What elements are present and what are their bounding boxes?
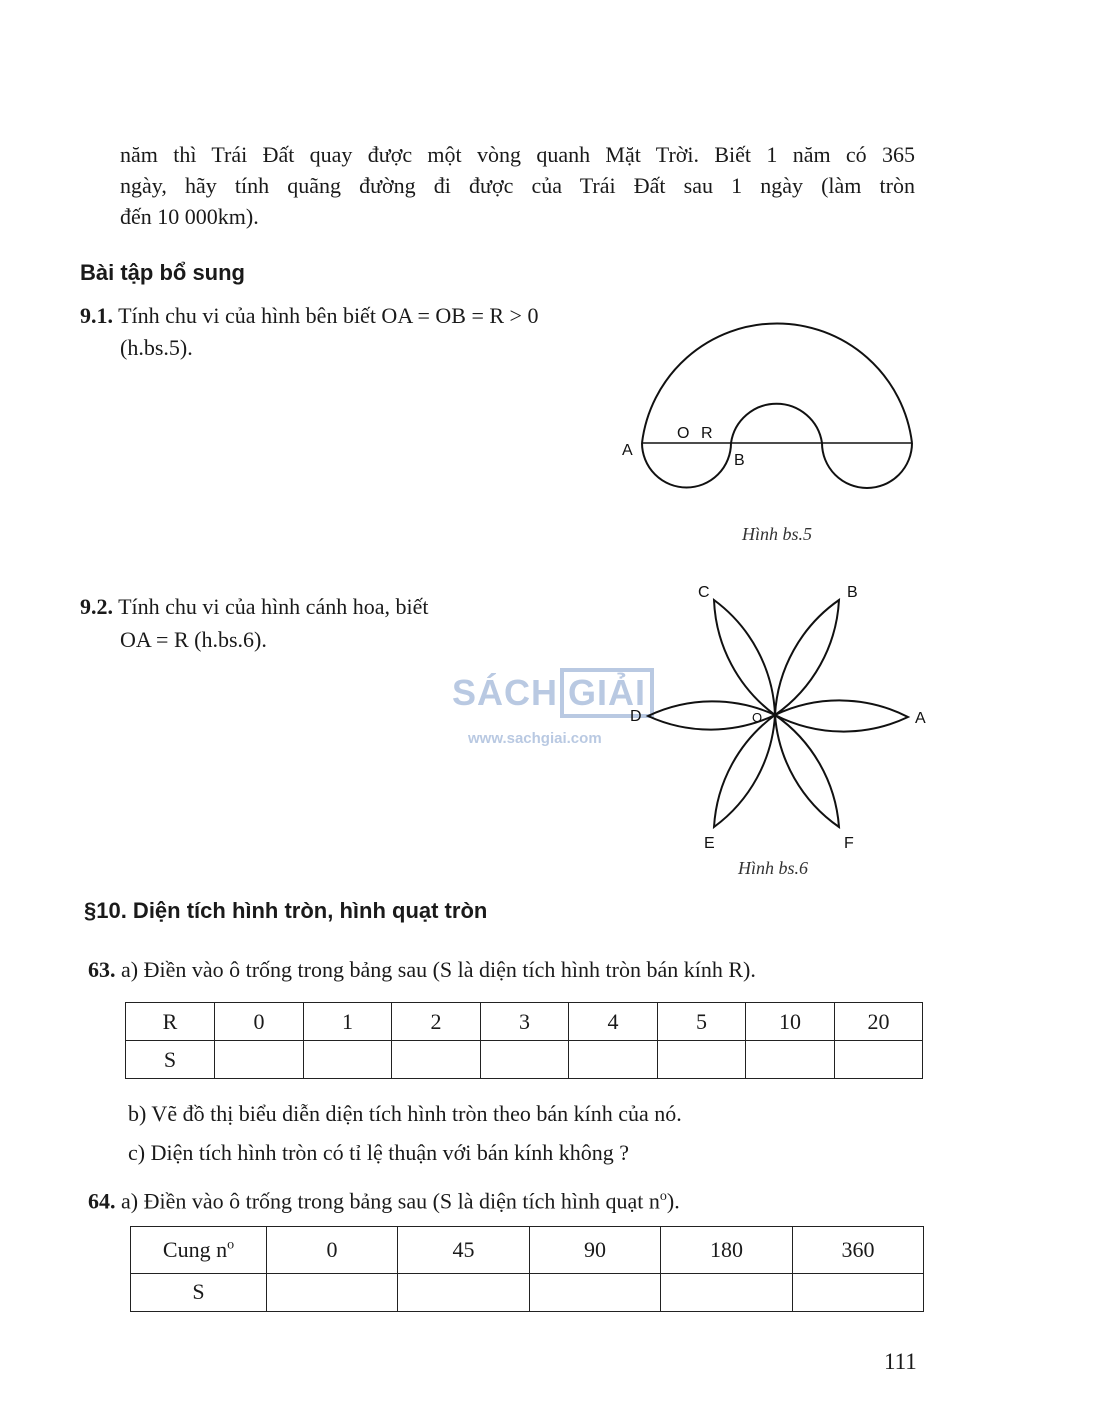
label-F: F [844,835,854,852]
answer-cell[interactable] [215,1041,304,1079]
section-10-title: §10. Diện tích hình tròn, hình quạt tròn [84,898,488,923]
table-row [131,1227,924,1274]
table-cell: 4 [569,1003,658,1041]
petal-A [775,700,908,731]
exercise-number: 64. [88,1188,116,1214]
watermark-url: www.sachgiai.com [468,730,602,747]
label-B: B [734,452,745,469]
label-D: D [630,708,642,725]
exercise-64-a: a) Điền vào ô trống trong bảng sau (S là diện tích hình quạt n [121,1188,660,1214]
answer-cell[interactable] [267,1273,398,1311]
table-cell: 180 [661,1227,793,1274]
right-lower-arc [822,443,912,488]
figure-bs6-caption: Hình bs.6 [738,858,809,878]
page-number: 111 [884,1349,917,1374]
small-arc [731,404,822,443]
exercise-number: 9.1. [80,303,113,328]
answer-cell[interactable] [793,1273,924,1311]
exercise-63-a: a) Điền vào ô trống trong bảng sau (S là diện tích hình tròn bán kính R). [121,957,756,982]
petal-E [714,715,775,827]
label-O: O [677,425,690,442]
exercise-63 [88,953,756,986]
table-row [126,1041,923,1079]
label-O: O [752,710,763,725]
table-cell: 0 [215,1003,304,1041]
intro-line-3: đến 10 000km). [120,204,259,229]
table-cell: 2 [392,1003,481,1041]
label-B: B [847,584,858,601]
left-lower-arc [642,443,731,488]
answer-cell[interactable] [661,1273,793,1311]
exercise-63-b: b) Vẽ đồ thị biểu diễn diện tích hình tròn theo bán kính của nó. [128,1101,682,1126]
figure-bs5 [610,300,930,500]
answer-cell[interactable] [746,1041,835,1079]
exercise-9-1 [80,299,538,332]
header-cell: Cung $n^o$ [131,1227,267,1274]
table-row [131,1273,924,1311]
exercise-64 [88,1180,680,1217]
table-cell: 1 [304,1003,392,1041]
header-cell: R [126,1003,215,1041]
exercise-number: 9.2. [80,594,113,619]
answer-cell[interactable] [392,1041,481,1079]
table-63 [125,1002,923,1079]
table-cell: 90 [530,1227,661,1274]
answer-cell[interactable] [569,1041,658,1079]
label-A: A [622,442,633,459]
table-row [126,1003,923,1041]
table-cell: 20 [835,1003,923,1041]
table-cell: 5 [658,1003,746,1041]
figure-bs5-caption: Hình bs.5 [742,524,813,544]
exercise-9-2-text: Tính chu vi của hình cánh hoa, biết [118,594,429,619]
watermark-logo: SÁCH GIẢI [452,668,656,718]
petal-C [714,600,775,715]
answer-cell[interactable] [304,1041,392,1079]
exercise-number: 63. [88,957,116,982]
answer-cell[interactable] [481,1041,569,1079]
table-cell: 10 [746,1003,835,1041]
table-cell: 360 [793,1227,924,1274]
figure-bs6 [620,575,940,855]
table-cell: 0 [267,1227,398,1274]
answer-cell[interactable] [835,1041,923,1079]
exercise-63-c: c) Diện tích hình tròn có tỉ lệ thuận với bán kính không ? [128,1140,630,1165]
exercise-9-2-ref: OA = R (h.bs.6). [120,627,267,652]
label-C: C [698,584,710,601]
label-R: R [701,425,713,442]
degree-sup: o [659,1189,667,1204]
table-cell: 45 [398,1227,530,1274]
intro-line-1: năm thì Trái Đất quay được một vòng quanh Mặt Trời. Biết 1 năm có 365 [120,142,915,167]
section-extra-title: Bài tập bổ sung [80,260,245,285]
petal-B [775,600,839,715]
exercise-9-1-ref: (h.bs.5). [120,335,193,360]
label-A: A [915,710,926,727]
exercise-64-a-end: ). [666,1188,680,1214]
exercise-9-2 [80,590,428,623]
header-cell: S [131,1273,267,1311]
table-64 [130,1226,924,1312]
label-E: E [704,835,715,852]
answer-cell[interactable] [530,1273,661,1311]
table-cell: 3 [481,1003,569,1041]
header-cell: S [126,1041,215,1079]
answer-cell[interactable] [658,1041,746,1079]
answer-cell[interactable] [398,1273,530,1311]
intro-line-2: ngày, hãy tính quãng đường đi được của Trái Đất sau 1 ngày (làm tròn [120,173,915,198]
exercise-9-1-text: Tính chu vi của hình bên biết OA = OB = R > 0 [118,303,539,328]
